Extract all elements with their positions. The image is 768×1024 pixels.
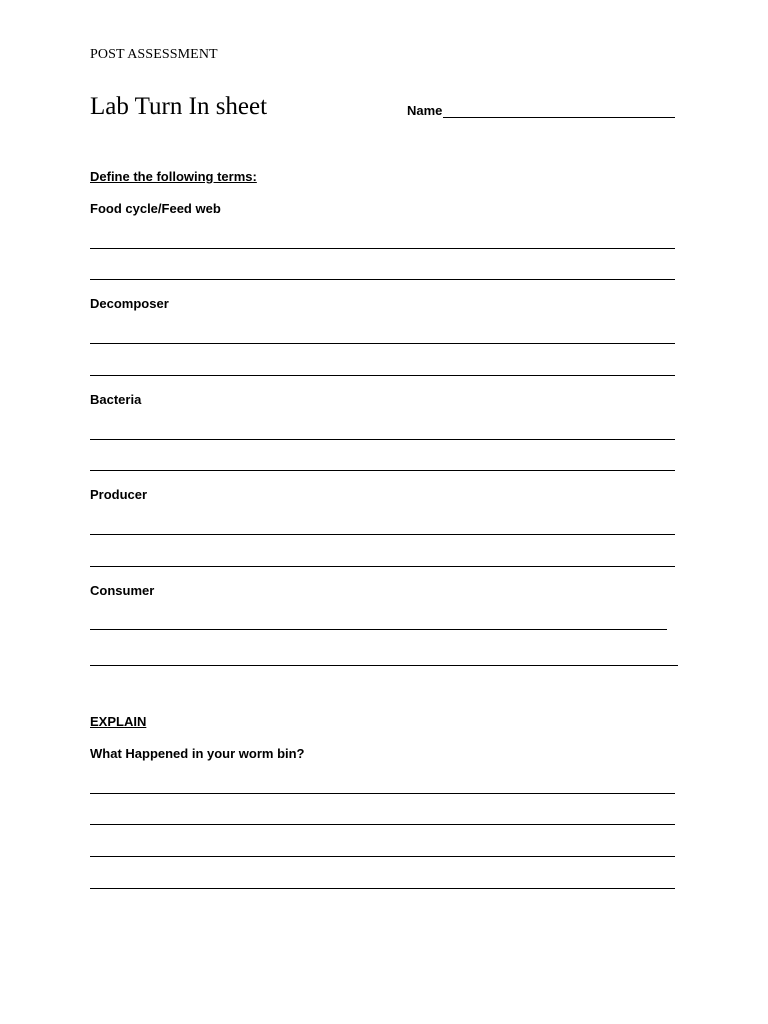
answer-line-food-cycle-2[interactable] (90, 279, 675, 280)
answer-line-explain-1[interactable] (90, 793, 675, 794)
answer-line-consumer-1[interactable] (90, 629, 667, 630)
page-title: Lab Turn In sheet (90, 93, 268, 120)
answer-line-explain-4[interactable] (90, 888, 675, 889)
explain-heading: EXPLAIN (90, 714, 147, 729)
term-consumer: Consumer (90, 583, 155, 598)
name-label: Name (407, 103, 443, 118)
answer-line-food-cycle-1[interactable] (90, 248, 675, 249)
term-food-cycle: Food cycle/Feed web (90, 201, 221, 216)
name-field[interactable] (407, 103, 675, 118)
answer-line-decomposer-2[interactable] (90, 375, 675, 376)
define-terms-heading: Define the following terms: (90, 169, 257, 184)
answer-line-consumer-2[interactable] (90, 665, 678, 666)
term-bacteria: Bacteria (90, 392, 142, 407)
answer-line-bacteria-1[interactable] (90, 439, 675, 440)
term-producer: Producer (90, 487, 148, 502)
explain-question: What Happened in your worm bin? (90, 746, 305, 761)
answer-line-bacteria-2[interactable] (90, 470, 675, 471)
answer-line-explain-2[interactable] (90, 824, 675, 825)
answer-line-producer-2[interactable] (90, 566, 675, 567)
term-decomposer: Decomposer (90, 296, 169, 311)
name-blank-line[interactable] (443, 103, 675, 118)
answer-line-explain-3[interactable] (90, 856, 675, 857)
post-assessment-label: POST ASSESSMENT (90, 47, 218, 62)
answer-line-decomposer-1[interactable] (90, 343, 675, 344)
answer-line-producer-1[interactable] (90, 534, 675, 535)
